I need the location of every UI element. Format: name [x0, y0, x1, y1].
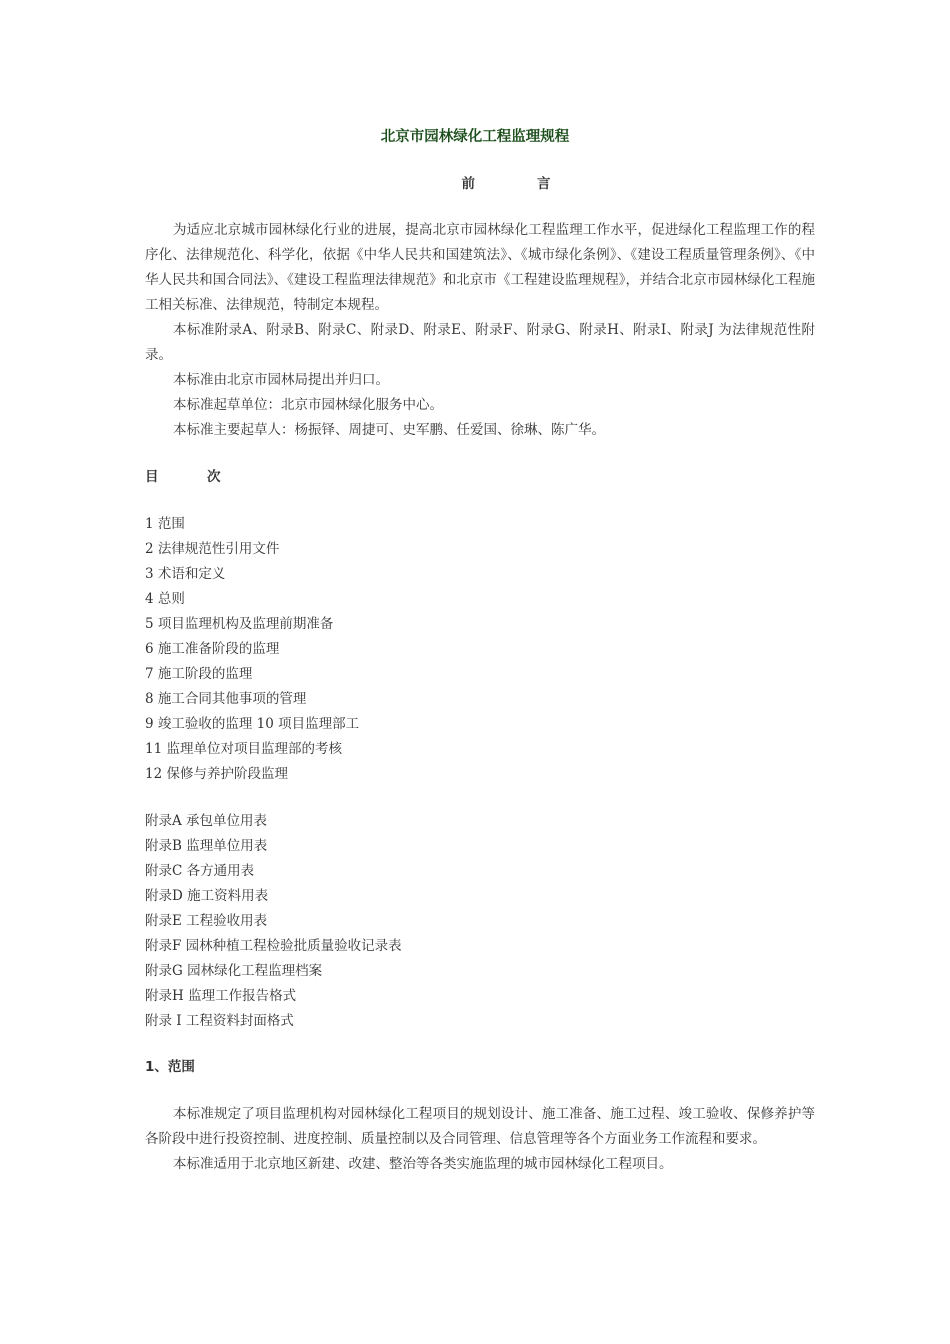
- toc-item: 4 总则: [145, 591, 185, 607]
- foreword-body: [145, 218, 815, 443]
- appendix-item: 附录F 园林种植工程检验批质量验收记录表: [145, 938, 402, 954]
- toc-item: 12 保修与养护阶段监理: [145, 766, 288, 782]
- toc-item: 1 范围: [145, 516, 185, 532]
- toc-item: 8 施工合同其他事项的管理: [145, 691, 307, 707]
- foreword-paragraph-5: 本标准主要起草人：杨振铎、周捷可、史军鹏、任爱国、徐琳、陈广华。: [173, 422, 605, 438]
- section-1-paragraph-1: 本标准规定了项目监理机构对园林绿化工程项目的规划设计、施工准备、施工过程、竣工验收、保修养护等各阶段中进行投资控制、进度控制、质量控制以及合同管理、信息管理等各个方面业务工作流程和要求。: [145, 1106, 815, 1147]
- appendix-item: 附录H 监理工作报告格式: [145, 988, 297, 1004]
- foreword-heading: [0, 173, 950, 195]
- appendix-item: 附录G 园林绿化工程监理档案: [145, 963, 323, 979]
- section-1-paragraph-2: 本标准适用于北京地区新建、改建、整治等各类实施监理的城市园林绿化工程项目。: [173, 1156, 673, 1172]
- toc-item: 11 监理单位对项目监理部的考核: [145, 741, 342, 757]
- toc-item: 9 竣工验收的监理 10 项目监理部工: [145, 716, 360, 732]
- toc-list: [145, 512, 815, 787]
- section-1-body: [145, 1102, 815, 1177]
- toc-heading: [145, 465, 221, 490]
- toc-heading-char-1: 目: [145, 469, 159, 485]
- foreword-heading-char-2: 言: [537, 176, 551, 192]
- foreword-paragraph-1: 为适应北京城市园林绿化行业的进展，提高北京市园林绿化工程监理工作水平，促进绿化工程监理工作的程序化、法律规范化、科学化，依据《中华人民共和国建筑法》、《城市绿化条例》、《建设工程质量管理条例》、《中华人民共和国合同法》、《建设工程监理法律规范》和北京市《工程建设监理规程》，并结合北京市园林绿化工程施工相关标准、法律规范，特制定本规程。: [145, 222, 815, 313]
- foreword-paragraph-3: 本标准由北京市园林局提出并归口。: [173, 372, 389, 388]
- toc-item: 5 项目监理机构及监理前期准备: [145, 616, 334, 632]
- section-1-heading: 1、范围: [145, 1059, 195, 1075]
- foreword-heading-char-1: 前: [461, 176, 537, 192]
- appendix-item: 附录B 监理单位用表: [145, 838, 268, 854]
- toc-item: 6 施工准备阶段的监理: [145, 641, 280, 657]
- appendix-item: 附录A 承包单位用表: [145, 813, 268, 829]
- toc-item: 2 法律规范性引用文件: [145, 541, 280, 557]
- foreword-paragraph-4: 本标准起草单位：北京市园林绿化服务中心。: [173, 397, 443, 413]
- foreword-paragraph-2: 本标准附录A、附录B、附录C、附录D、附录E、附录F、附录G、附录H、附录I、附录J 为法律规范性附录。: [145, 322, 815, 363]
- document-title: 北京市园林绿化工程监理规程: [380, 129, 570, 145]
- toc-item: 7 施工阶段的监理: [145, 666, 253, 682]
- toc-item: 3 术语和定义: [145, 566, 226, 582]
- appendix-item: 附录 I 工程资料封面格式: [145, 1013, 294, 1029]
- toc-heading-char-2: 次: [207, 469, 221, 485]
- appendix-item: 附录C 各方通用表: [145, 863, 255, 879]
- appendix-list: [145, 809, 815, 1034]
- appendix-item: 附录E 工程验收用表: [145, 913, 268, 929]
- appendix-item: 附录D 施工资料用表: [145, 888, 269, 904]
